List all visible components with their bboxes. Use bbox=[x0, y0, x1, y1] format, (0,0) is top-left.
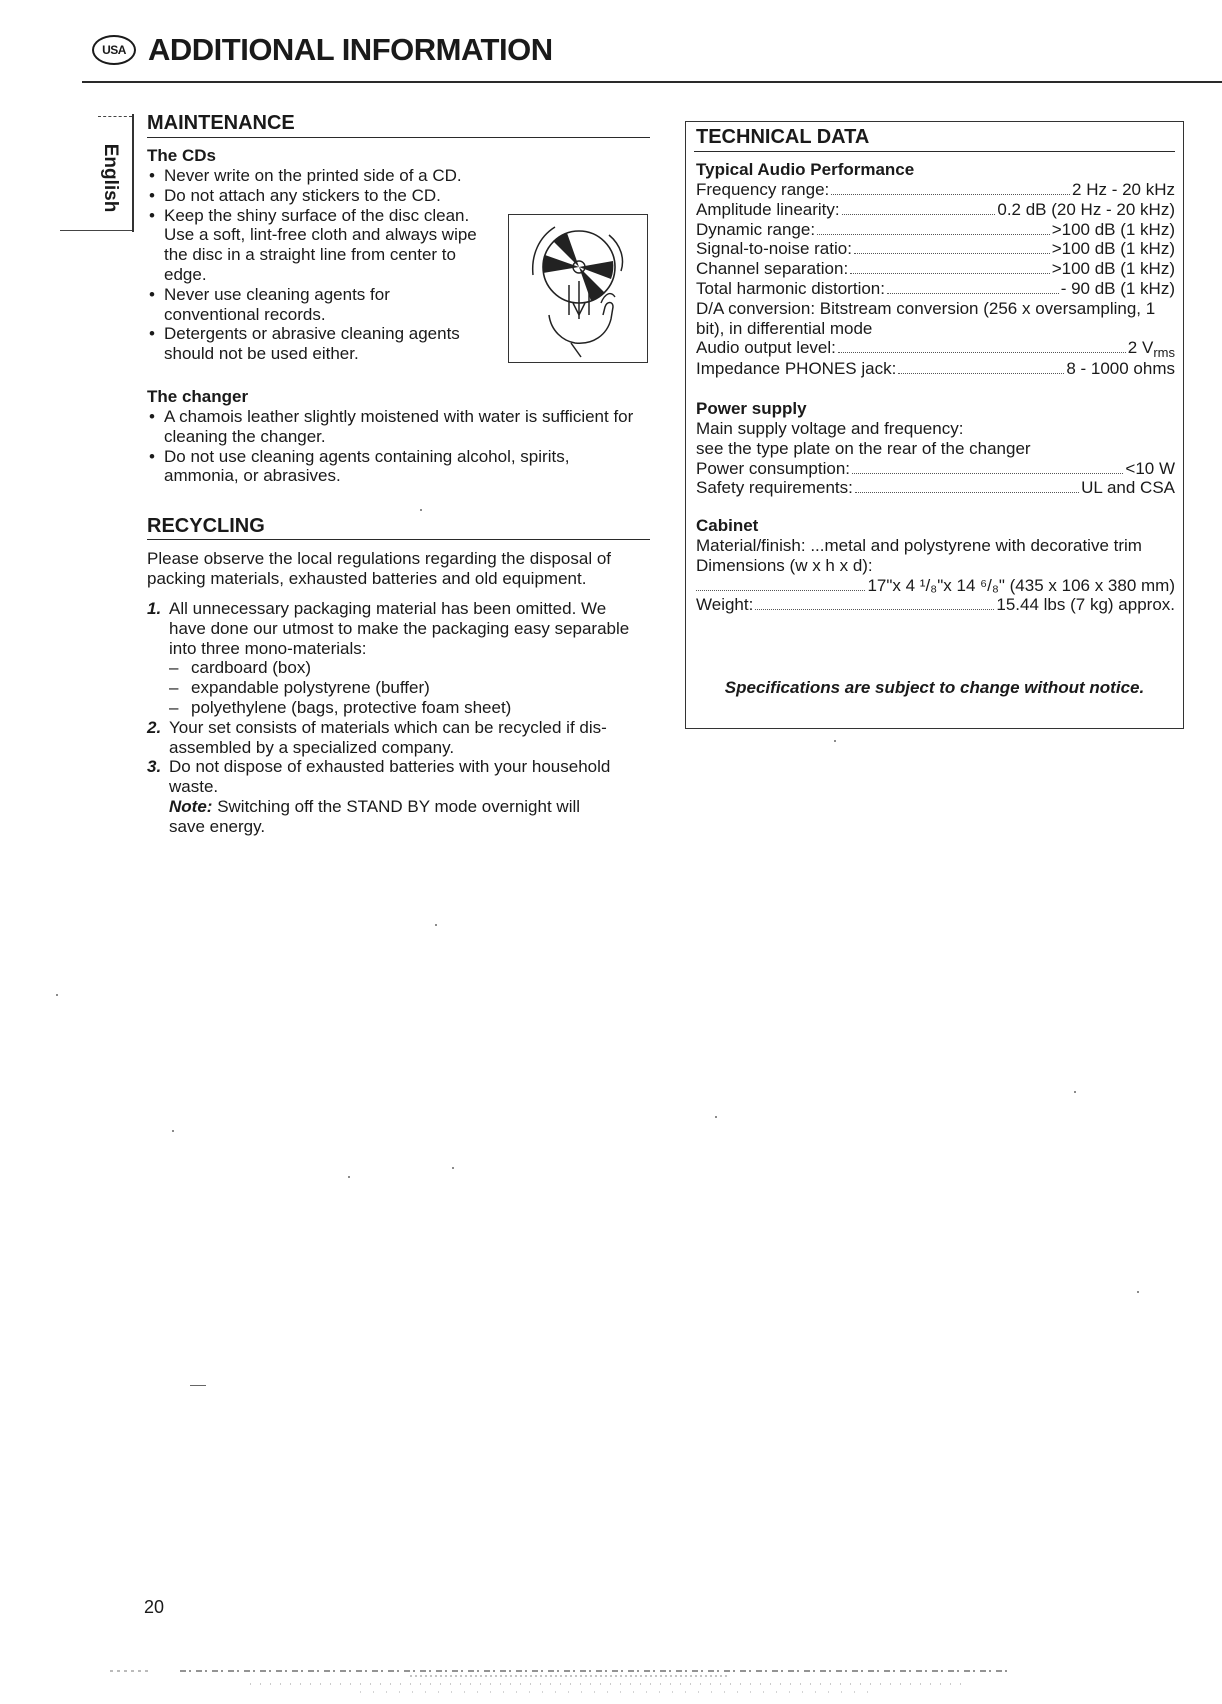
maintenance-rule bbox=[147, 137, 650, 138]
spec-row-impedance bbox=[696, 359, 1175, 379]
step-number: 3. bbox=[147, 757, 162, 777]
power-line-1: Main supply voltage and frequency: bbox=[696, 419, 964, 438]
power-line-2: see the type plate on the rear of the changer bbox=[696, 438, 1031, 458]
language-tab-bottom-mark bbox=[60, 230, 132, 231]
spec-value: - 90 dB (1 kHz) bbox=[1060, 278, 1175, 298]
spec-label: Weight: bbox=[696, 595, 754, 615]
spec-value: 2 $V_{rms}$ bbox=[1127, 338, 1175, 361]
language-label: English bbox=[100, 143, 121, 213]
spec-value: 8 - 1000 ohms bbox=[1066, 359, 1175, 379]
spec-label: Impedance PHONES jack: bbox=[696, 359, 897, 379]
changer-list bbox=[147, 407, 652, 486]
technical-data-box bbox=[685, 121, 1184, 729]
step-number: 1. bbox=[147, 599, 162, 618]
spec-value: UL and CSA bbox=[1081, 478, 1175, 498]
spec-row-snr bbox=[696, 239, 1175, 259]
spec-value: 2 Hz - 20 kHz bbox=[1072, 180, 1175, 199]
spec-label: Signal-to-noise ratio: bbox=[696, 239, 852, 259]
spec-row-amplitude bbox=[696, 200, 1175, 220]
spec-value: >100 dB (1 kHz) bbox=[1051, 239, 1175, 259]
cabinet-title: Cabinet bbox=[696, 516, 759, 535]
scan-speck bbox=[435, 924, 437, 926]
power-supply-title: Power supply bbox=[696, 399, 807, 418]
list-item: • Keep the shiny surface of the disc clean. Use a soft, lint-free cloth and always wipe the disc in a straight line from center to edge. bbox=[147, 206, 494, 285]
spec-value: >100 dB (1 kHz) bbox=[1051, 219, 1175, 239]
audio-performance-title: Typical Audio Performance bbox=[696, 160, 915, 179]
scan-speck bbox=[56, 994, 58, 996]
list-item: – polyethylene (bags, protective foam sheet) bbox=[169, 698, 647, 718]
recycling-title: RECYCLING bbox=[147, 515, 265, 537]
spec-row-thd bbox=[696, 279, 1175, 299]
spec-row-safety bbox=[696, 478, 1175, 498]
technical-data-title: TECHNICAL DATA bbox=[696, 126, 870, 148]
spec-value: >100 dB (1 kHz) bbox=[1051, 259, 1175, 279]
specifications-notice: Specifications are subject to change without notice. bbox=[724, 678, 1145, 697]
spec-value: 0.2 dB (20 Hz - 20 kHz) bbox=[997, 199, 1175, 219]
language-tab-top-mark bbox=[98, 116, 132, 117]
list-item: • Do not attach any stickers to the CD. bbox=[147, 186, 524, 206]
step-text: Do not dispose of exhausted batteries with your household waste. bbox=[169, 757, 611, 797]
list-item: • Never write on the printed side of a CD. bbox=[147, 166, 524, 186]
recycling-intro: Please observe the local regulations regarding the disposal of packing materials, exhausted batteries and old equipment. bbox=[147, 549, 612, 588]
spec-row-frequency bbox=[696, 180, 1175, 200]
audio-performance-section bbox=[696, 160, 1175, 379]
list-item: • Never use cleaning agents for conventional records. bbox=[147, 285, 434, 325]
spec-label: Frequency range: bbox=[696, 180, 830, 199]
scan-noise bbox=[110, 1668, 1090, 1698]
page-title: ADDITIONAL INFORMATION bbox=[148, 32, 553, 67]
scan-speck bbox=[172, 1130, 174, 1132]
spec-label: Power consumption: bbox=[696, 458, 851, 478]
changer-subtitle: The changer bbox=[147, 387, 249, 406]
header-rule bbox=[82, 81, 1222, 83]
page-header bbox=[92, 28, 553, 72]
spec-label: Total harmonic distortion: bbox=[696, 278, 885, 298]
maintenance-title: MAINTENANCE bbox=[147, 112, 295, 134]
spec-row-dimensions bbox=[696, 576, 1175, 596]
scan-speck bbox=[420, 509, 422, 511]
list-item: – cardboard (box) bbox=[169, 658, 647, 678]
recycling-step-1 bbox=[147, 599, 647, 718]
spec-label: Channel separation: bbox=[696, 259, 849, 279]
spec-value: <10 W bbox=[1125, 458, 1175, 478]
spec-row-output-level bbox=[696, 338, 1175, 359]
spec-label: Amplitude linearity: bbox=[696, 199, 840, 219]
scan-speck bbox=[1074, 1091, 1076, 1093]
spec-label: Dynamic range: bbox=[696, 219, 816, 239]
spec-row-consumption bbox=[696, 459, 1175, 479]
materials-list bbox=[169, 658, 647, 717]
language-tab-bracket bbox=[132, 114, 134, 232]
spec-row-weight bbox=[696, 595, 1175, 615]
page-number: 20 bbox=[144, 1597, 165, 1617]
list-item: • A chamois leather slightly moistened with water is sufficient for cleaning the changer. bbox=[147, 407, 652, 447]
technical-data-rule bbox=[694, 151, 1175, 152]
cabinet-section bbox=[696, 516, 1175, 615]
recycling-rule bbox=[147, 539, 650, 540]
cd-cleaning-illustration bbox=[508, 214, 648, 363]
recycling-step-2 bbox=[147, 718, 647, 758]
step-number: 2. bbox=[147, 717, 162, 737]
cds-subtitle: The CDs bbox=[147, 146, 216, 165]
scan-speck bbox=[715, 1116, 717, 1118]
usa-badge: USA bbox=[92, 35, 136, 65]
scan-speck bbox=[452, 1167, 454, 1169]
cabinet-material: Material/finish: ...metal and polystyrene with decorative trim bbox=[696, 536, 1142, 555]
list-item: • Detergents or abrasive cleaning agents should not be used either. bbox=[147, 324, 494, 364]
language-tab bbox=[60, 108, 135, 238]
spec-value: 17"x 4 ¹/₈"x 14 ⁶/₈" (435 x 106 x 380 mm) bbox=[867, 575, 1175, 595]
spec-label: Audio output level: bbox=[696, 338, 836, 358]
note-label: Note: bbox=[169, 796, 213, 816]
spec-value: 15.44 lbs (7 kg) approx. bbox=[996, 595, 1175, 615]
scan-noise-graphic bbox=[110, 1668, 1090, 1698]
scan-mark bbox=[190, 1385, 206, 1386]
spec-row-dynamic bbox=[696, 220, 1175, 240]
cds-list bbox=[147, 166, 502, 364]
note bbox=[169, 797, 614, 837]
spec-label: Safety requirements: bbox=[696, 478, 853, 498]
scan-speck bbox=[348, 1176, 350, 1178]
spec-row-separation bbox=[696, 259, 1175, 279]
list-item: • Do not use cleaning agents containing alcohol, spirits, ammonia, or abrasives. bbox=[147, 447, 609, 487]
disc-wipe-icon bbox=[509, 215, 647, 362]
note-text: Switching off the STAND BY mode overnight will save energy. bbox=[169, 796, 581, 836]
da-conversion: D/A conversion: Bitstream conversion (256 x oversampling, 1 bit), in differential mode bbox=[696, 298, 1156, 338]
scan-speck bbox=[1137, 1291, 1139, 1293]
step-text: Your set consists of materials which can be recycled if dis-assembled by a specialized company. bbox=[169, 717, 607, 757]
list-item: – expandable polystyrene (buffer) bbox=[169, 678, 647, 698]
dimensions-label: Dimensions (w x h x d): bbox=[696, 555, 873, 575]
scan-speck bbox=[834, 740, 836, 742]
recycling-step-3 bbox=[147, 757, 647, 836]
step-text: All unnecessary packaging material has been omitted. We have done our utmost to make the packaging easy separable into three mono-materials: bbox=[169, 599, 630, 658]
recycling-steps bbox=[147, 599, 647, 837]
power-supply-section bbox=[696, 399, 1175, 498]
